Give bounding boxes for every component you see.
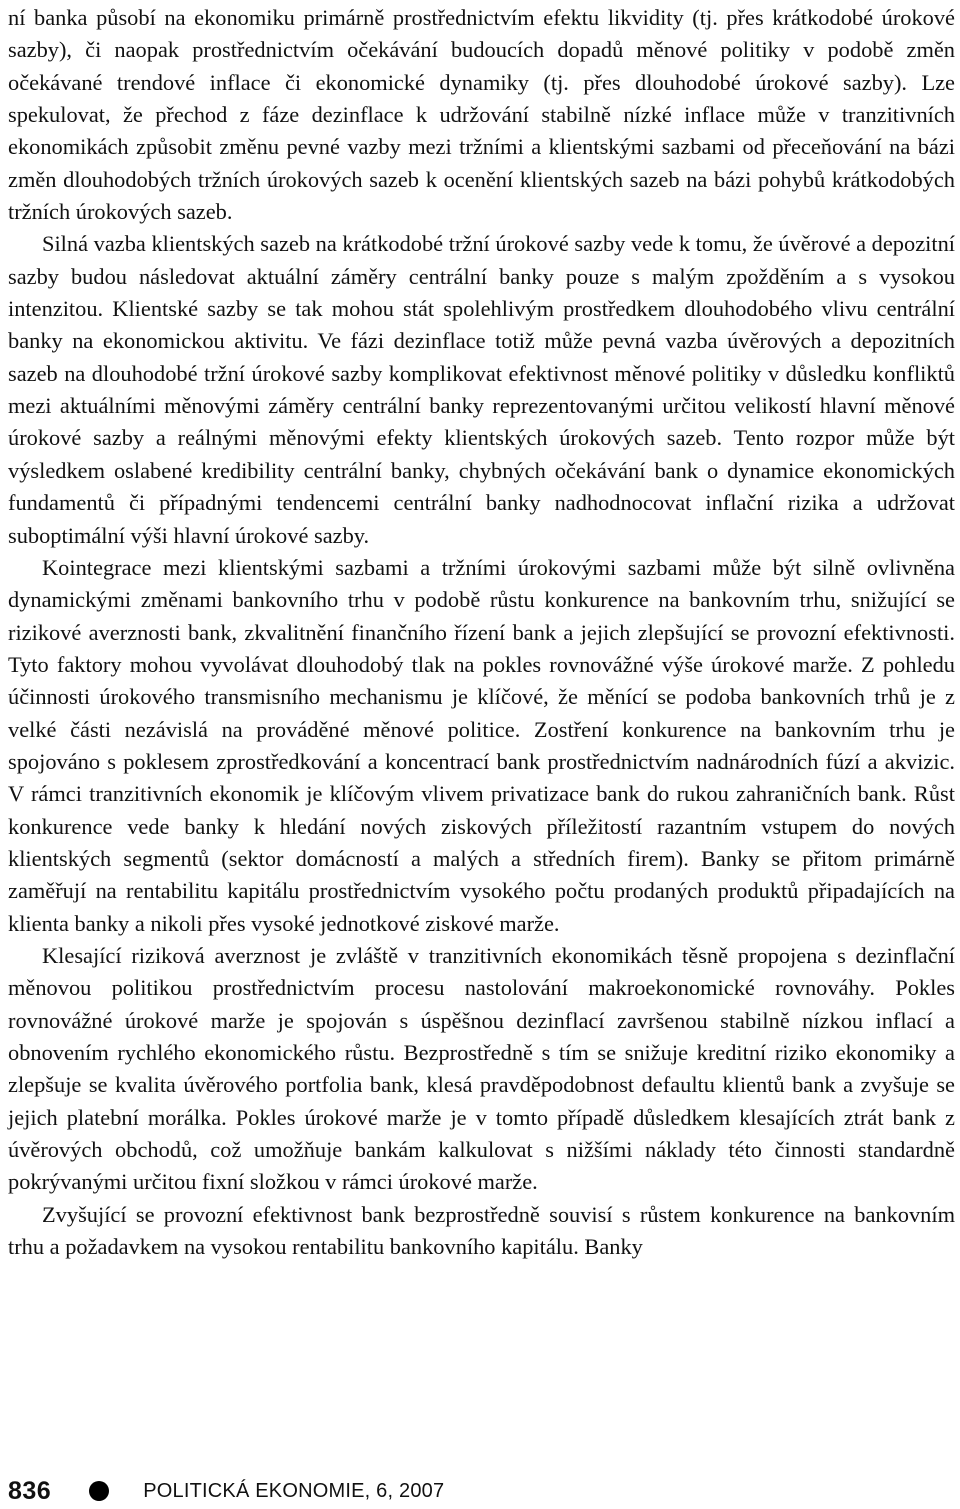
journal-name: POLITICKÁ EKONOMIE, 6, 2007 [143, 1479, 445, 1502]
paragraph-continued: ní banka působí na ekonomiku primárně prostřednictvím efektu likvidity (tj. přes krátkodobé úrokové sazby), či naopak prostřednictvím očekávání budoucích dopadů měnové politiky v podobě změn očekávané trendové inflace či ekonomické dynamiky (tj. přes dlouhodobé úrokové sazby). Lze spekulovat, že přechod z fáze dezinflace k udržování stabilně nízké inflace může v tranzitivních ekonomikách způsobit změnu pevné vazby mezi tržními a klientskými sazbami od přeceňování na bázi změn dlouhodobých tržních úrokových sazeb k ocenění klientských sazeb na bázi pohybů krátkodobých tržních úrokových sazeb. [8, 5, 955, 225]
page-number: 836 [8, 1476, 52, 1505]
bullet-icon [89, 1481, 109, 1501]
paragraph: Kointegrace mezi klientskými sazbami a tržními úrokovými sazbami může být silně ovlivněna dynamickými změnami bankovního trhu v podobě růstu konkurence na bankovním trhu, snižující se rizikové averznosti bank, zkvalitnění finančního řízení bank a jejich zlepšující se provozní efektivnosti. Tyto faktory mohou vyvolávat dlouhodobý tlak na pokles rovnovážné výše úrokové marže. Z pohledu účinnosti úrokového transmisního mechanismu je klíčové, že měnící se podoba bankovních trhů je z velké části nezávislá na prováděné měnové politice. Zostření konkurence na bankovním trhu je spojováno s poklesem zprostředkování a koncentrací bank prostřednictvím nadnárodních fúzí a akvizic. V rámci tranzitivních ekonomik je klíčovým vlivem privatizace bank do rukou zahraničních bank. Růst konkurence vede banky k hledání nových ziskových příležitostí razantním vstupem do nových klientských segmentů (sektor domácností a malých a středních firem). Banky se přitom primárně zaměřují na rentabilitu kapitálu prostřednictvím vysokého počtu prodaných produktů připadajících na klienta banky a nikoli přes vysoké jednotkové ziskové marže. [8, 554, 955, 936]
paragraph: Klesající riziková averznost je zvláště v tranzitivních ekonomikách těsně propojena s dezinflační měnovou politikou prostřednictvím procesu nastolování makroekonomické rovnováhy. Pokles rovnovážné úrokové marže je spojován s úspěšnou dezinflací završenou stabilně nízkou inflací a obnovením rychlého ekonomického růstu. Bezprostředně s tím se snižuje kreditní riziko ekonomiky a zlepšuje se kvalita úvěrového portfolia bank, klesá pravděpodobnost defaultu klientů bank a zvyšuje se jejich platební morálka. Pokles úrokové marže je v tomto případě důsledkem klesajících ztrát bank z úvěrových obchodů, což umožňuje bankám kalkulovat s nižšími náklady této činnosti standardně pokrývanými určitou fixní složkou v rámci úrokové marže. [8, 942, 955, 1195]
paragraph: Silná vazba klientských sazeb na krátkodobé tržní úrokové sazby vede k tomu, že úvěrové a depozitní sazby budou následovat aktuální záměry centrální banky pouze s malým zpožděním a s vysokou intenzitou. Klientské sazby se tak mohou stát spolehlivým prostředkem dlouhodobého vlivu centrální banky na ekonomickou aktivitu. Ve fázi dezinflace totiž může pevná vazba úvěrových a depozitních sazeb na dlouhodobé tržní úrokové sazby komplikovat efektivnost měnové politiky v důsledku konfliktů mezi aktuálními měnovými záměry centrální banky reprezentovanými určitou velikostí hlavní měnové úrokové sazby a reálnými měnovými efekty klientských úrokových sazeb. Tento rozpor může být výsledkem oslabené kredibility centrální banky, chybných očekávání bank o dynamice ekonomických fundamentů či případnými tendencemi centrální banky nadhodnocovat inflační rizika a udržovat suboptimální výši hlavní úrokové sazby. [8, 231, 955, 548]
page-footer [8, 1473, 444, 1509]
paragraph: Zvyšující se provozní efektivnost bank bezprostředně souvisí s růstem konkurence na bankovním trhu a požadavkem na vysokou rentabilitu bankovního kapitálu. Banky [8, 1201, 955, 1260]
document-body [8, 0, 955, 1263]
